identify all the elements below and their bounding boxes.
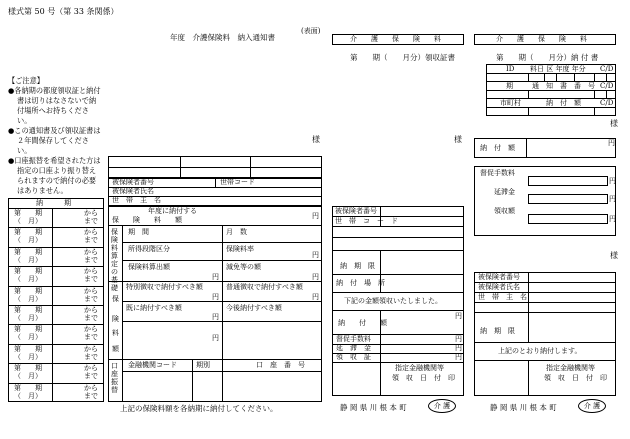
installments-header: 納 期: [36, 199, 71, 207]
receipt-sama: 様: [454, 135, 462, 144]
payslip-period: 期: [506, 82, 513, 90]
receipt-seal: 介 護: [428, 399, 456, 413]
receipt-received-text: 下記の金額領収いたしました。: [344, 297, 442, 305]
premium-rate-label: 保険料率: [226, 245, 254, 253]
premium-vert-char: 額: [112, 345, 119, 353]
installment-from: から: [84, 364, 98, 372]
installment-to: まで: [84, 372, 98, 380]
special-due-label: 特別徴収で納付すべき額: [126, 283, 203, 291]
account-transfer-label: 口座振替: [111, 362, 118, 394]
yen-unit: 円: [312, 273, 319, 281]
form-number: 様式第 50 号（第 33 条関係）: [8, 7, 119, 16]
notes-title: 【ご注意】: [8, 76, 44, 85]
yen-unit: 円: [312, 212, 319, 220]
bank-code-label: 金融機関コード: [128, 361, 177, 369]
normal-due-label: 普通徴収で納付すべき額: [226, 283, 303, 291]
installment-to: まで: [84, 353, 98, 361]
note-item: ●口座振替を希望された方は指定の口座より振り替えられますので納付の必要はありません。: [8, 156, 101, 195]
notice-footer: 上記の保険料額を各納期に納付してください。: [120, 404, 278, 413]
installment-to: まで: [84, 295, 98, 303]
installment-from: から: [84, 287, 98, 295]
premium-vert-char: 険: [112, 315, 119, 323]
payslip-id: ID: [506, 65, 515, 73]
payslip-cd: C/D: [600, 82, 614, 90]
installment-period: 第 期: [14, 228, 42, 236]
installment-period: 第 期: [14, 248, 42, 256]
installment-month: （ 月）: [14, 217, 42, 225]
yen-unit: 円: [609, 177, 616, 185]
fiscal-total-a: 年度に納付する: [148, 207, 197, 215]
installment-month: （ 月）: [14, 372, 42, 380]
yen-unit: 円: [455, 344, 462, 352]
insured-no-label: 被保険者番号: [112, 178, 154, 186]
payslip-cd: C/D: [600, 99, 614, 107]
installment-period: 第 期: [14, 384, 42, 392]
yen-unit: 円: [312, 293, 319, 301]
payslip-title: 第 期（ 月分）納 付 書: [496, 53, 599, 62]
delay-fee-input: [528, 194, 608, 204]
installment-from: から: [84, 384, 98, 392]
installment-period: 第 期: [14, 325, 42, 333]
notice-sama: 様: [312, 135, 320, 144]
yen-unit: 円: [455, 335, 462, 343]
installment-period: 第 期: [14, 364, 42, 372]
installment-to: まで: [84, 217, 98, 225]
reduction-label: 減免等の額: [226, 263, 261, 271]
yen-unit: 円: [455, 353, 462, 361]
installment-to: まで: [84, 236, 98, 244]
installment-month: （ 月）: [14, 256, 42, 264]
receipt-amount-input: [528, 214, 608, 224]
payslip-paid-text: 上記のとおり納付します。: [498, 347, 582, 355]
note-item: ●各納期の都度領収証と納付書は切りはなさないで納付場所へお持ちください。: [8, 86, 101, 125]
payslip-cd: C/D: [600, 65, 614, 73]
receipt-due-date: 納 期 限: [340, 262, 375, 270]
receipt-pay-amount: 納 付 額: [338, 319, 387, 327]
front-side-label: (表面): [301, 27, 321, 35]
payslip-bank-stamp-a: 指定金融機関等: [546, 364, 595, 372]
householder-label: 世 帯 主 名: [112, 196, 161, 204]
installment-month: （ 月）: [14, 314, 42, 322]
yen-unit: 円: [212, 273, 219, 281]
installment-month: （ 月）: [14, 295, 42, 303]
payslip-notice-no: 通 知 書 番 号: [532, 82, 595, 90]
receipt-title: 第 期（ 月分）領収証書: [350, 53, 455, 62]
receipt-bank-stamp-b: 領 収 日 付 印: [392, 374, 455, 382]
premium-vert-char: 料: [112, 329, 119, 337]
fiscal-total-b: 保 険 料 額: [112, 216, 182, 224]
payslip-insured-no: 被保険者番号: [478, 273, 520, 281]
yen-unit: 円: [212, 313, 219, 321]
payslip-reckon-date: 料日 区 年度 年分: [530, 65, 586, 73]
installment-period: 第 期: [14, 287, 42, 295]
installment-to: まで: [84, 256, 98, 264]
future-due-label: 今後納付すべき額: [226, 304, 282, 312]
installment-to: まで: [84, 333, 98, 341]
installment-from: から: [84, 228, 98, 236]
receipt-delay-fee: 延 滞 金: [336, 344, 371, 352]
yen-unit: 円: [212, 293, 219, 301]
installment-period: 第 期: [14, 209, 42, 217]
installment-from: から: [84, 325, 98, 333]
household-code-label: 世帯コード: [220, 178, 255, 186]
receipt-issuer: 静 岡 県 川 根 本 町: [340, 403, 407, 412]
installment-from: から: [84, 267, 98, 275]
payslip-sama-top: 様: [610, 119, 618, 128]
receipt-household-code: 世 帯 コ ー ド: [335, 217, 398, 225]
installment-month: （ 月）: [14, 353, 42, 361]
payslip-insured-name: 被保険者氏名: [478, 283, 520, 291]
installment-to: まで: [84, 314, 98, 322]
yen-unit: 円: [609, 215, 616, 223]
installment-month: （ 月）: [14, 275, 42, 283]
payslip-delay-fee: 延滞金: [494, 188, 515, 196]
months-label: 月 数: [226, 228, 247, 236]
notes-section: [8, 76, 102, 196]
payslip-city: 市町村: [500, 99, 521, 107]
yen-unit: 円: [212, 334, 219, 342]
classification-label: 期別: [196, 361, 210, 369]
insured-name-label: 被保険者氏名: [112, 187, 154, 195]
installment-from: から: [84, 306, 98, 314]
surcharge-input: [528, 176, 608, 186]
installment-to: まで: [84, 392, 98, 400]
note-item: ●この通知書及び領収証書は２年間保存してください。: [8, 126, 101, 155]
already-due-label: 既に納付すべき額: [126, 304, 182, 312]
yen-unit: 円: [609, 195, 616, 203]
payslip-surcharge: 督促手数料: [480, 169, 515, 177]
payslip-bank-stamp-b: 領 収 日 付 印: [544, 374, 607, 382]
yen-unit: 円: [608, 139, 615, 147]
payslip-header: 介 護 保 険 料: [496, 35, 587, 43]
receipt-surcharge: 督促手数料: [336, 335, 371, 343]
receipt-bank-stamp-a: 指定金融機関等: [395, 364, 444, 372]
payslip-receipt-amount: 領収額: [494, 207, 515, 215]
payslip-pay-amount: 納 付 額: [480, 144, 515, 152]
payslip-issuer: 静 岡 県 川 根 本 町: [490, 403, 557, 412]
receipt-header: 介 護 保 険 料: [350, 35, 441, 43]
installment-month: （ 月）: [14, 236, 42, 244]
installment-period: 第 期: [14, 306, 42, 314]
installment-month: （ 月）: [14, 333, 42, 341]
payslip-sama: 様: [610, 251, 618, 260]
installment-from: から: [84, 345, 98, 353]
installment-to: まで: [84, 275, 98, 283]
installment-from: から: [84, 209, 98, 217]
income-bracket-label: 所得段階区分: [128, 245, 170, 253]
yen-unit: 円: [312, 251, 319, 259]
payslip-householder: 世 帯 主 名: [478, 293, 527, 301]
payslip-seal: 介 護: [578, 399, 606, 413]
period-label: 期 間: [128, 228, 149, 236]
premium-vert-char: 保: [112, 295, 119, 303]
payslip-due-date: 納 期 限: [480, 327, 515, 335]
account-no-label: 口 座 番 号: [256, 361, 305, 369]
receipt-pay-place: 納 付 場 所: [336, 279, 385, 287]
receipt-total: 領 収 証: [336, 353, 371, 361]
calc-basis-label: 保険料算定の基礎: [111, 228, 118, 292]
installment-period: 第 期: [14, 267, 42, 275]
yen-unit: 円: [455, 312, 462, 320]
installment-period: 第 期: [14, 345, 42, 353]
receipt-insured-no: 被保険者番号: [335, 207, 377, 215]
payslip-pay-section: 納 付 額: [546, 99, 581, 107]
installment-month: （ 月）: [14, 392, 42, 400]
premium-computed-label: 保険料算出額: [128, 263, 170, 271]
notice-title: 年度 介護保険料 納入通知書: [170, 33, 275, 42]
installment-from: から: [84, 248, 98, 256]
